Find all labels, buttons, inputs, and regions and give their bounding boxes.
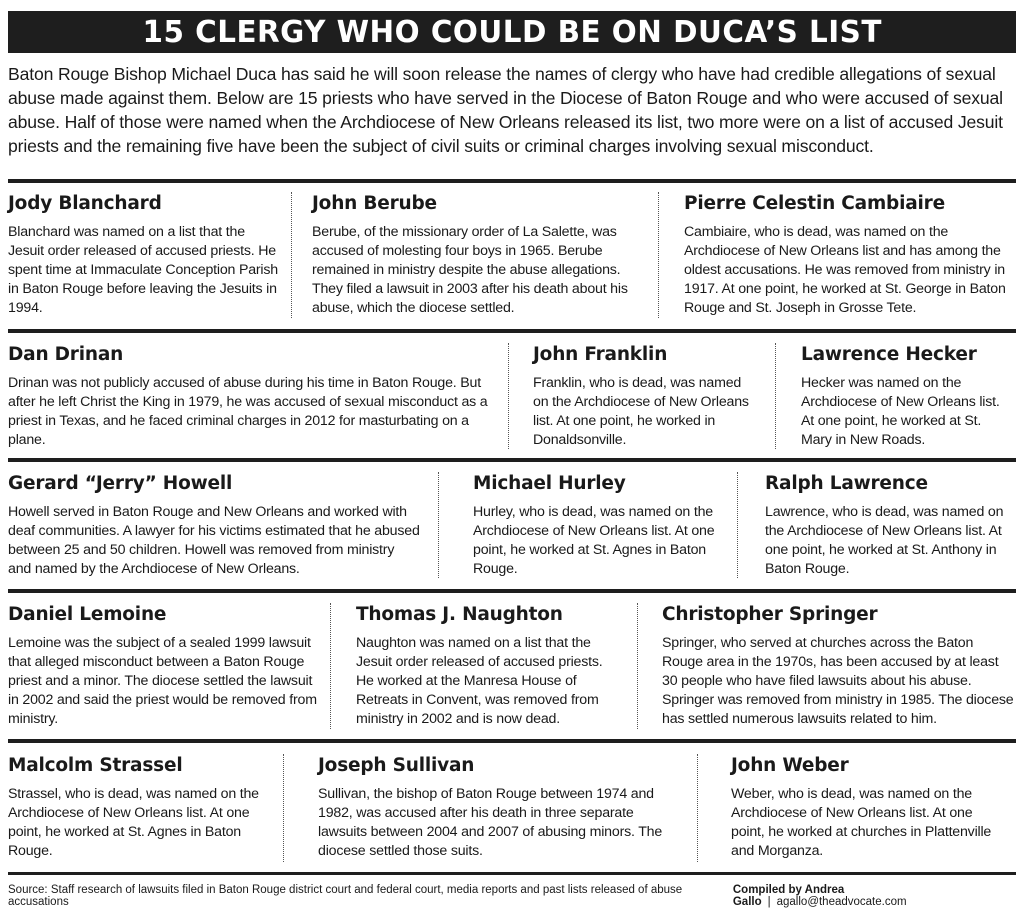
credit-line <box>733 884 1016 908</box>
column-divider <box>508 343 509 449</box>
clergy-name: Malcolm Strassel <box>8 755 183 776</box>
clergy-name: Pierre Celestin Cambiaire <box>684 193 945 214</box>
source-note: Source: Staff research of lawsuits filed in Baton Rouge district court and federal court, media reports and past lists released of abuse accusations <box>8 884 683 908</box>
clergy-entry <box>533 344 758 450</box>
clergy-description: Lemoine was the subject of a sealed 1999 lawsuit that alleged misconduct between a Baton Rouge priest and a minor. The diocese settled the lawsuit in 2002 and said the priest would be removed from ministry. <box>8 635 317 727</box>
section-rule <box>8 872 1016 875</box>
clergy-name: John Franklin <box>533 344 668 365</box>
clergy-description: Hecker was named on the Archdiocese of New Orleans list. At one point, he worked at St. Mary in New Roads. <box>801 375 1000 448</box>
clergy-description: Howell served in Baton Rouge and New Orleans and worked with deaf communities. A lawyer for his victims estimated that he abused between 25 and 50 children. Howell was removed from ministry and named by the Archdiocese of New Orleans. <box>8 504 420 577</box>
clergy-description: Naughton was named on a list that the Jesuit order released of accused priests. He worked at the Manresa House of Retreats in Convent, was removed from ministry in 2002 and is now dead. <box>356 635 603 727</box>
clergy-entry <box>473 473 717 579</box>
section-rule <box>8 589 1016 593</box>
column-divider <box>438 472 439 578</box>
clergy-description: Franklin, who is dead, was named on the Archdiocese of New Orleans list. At one point, he worked in Donaldsonville. <box>533 375 749 448</box>
clergy-entry <box>765 473 1015 579</box>
clergy-name: Ralph Lawrence <box>765 473 928 494</box>
credit-separator: | <box>767 896 771 908</box>
clergy-description: Sullivan, the bishop of Baton Rouge between 1974 and 1982, was accused after his death in three separate lawsuits between 2004 and 2007 of abusing minors. The diocese settled those suits. <box>318 786 663 859</box>
clergy-name: John Weber <box>731 755 849 776</box>
column-divider <box>291 192 292 318</box>
clergy-name: Thomas J. Naughton <box>356 604 563 625</box>
column-divider <box>737 472 738 578</box>
clergy-description: Springer, who served at churches across the Baton Rouge area in the 1970s, has been accused by at least 30 people who have filed lawsuits about his abuse. Springer was removed from ministry in 1985. The diocese has settled numerous lawsuits related to him. <box>662 635 1014 727</box>
title-banner <box>8 11 1016 53</box>
clergy-name: Jody Blanchard <box>8 193 162 214</box>
clergy-name: Michael Hurley <box>473 473 626 494</box>
clergy-entry <box>318 755 673 861</box>
clergy-entry <box>801 344 1011 450</box>
section-rule <box>8 739 1016 743</box>
footer <box>8 885 1016 907</box>
clergy-description: Hurley, who is dead, was named on the Archdiocese of New Orleans list. At one point, he worked at St. Agnes in Baton Rouge. <box>473 504 715 577</box>
clergy-name: Gerard “Jerry” Howell <box>8 473 233 494</box>
clergy-entry <box>662 604 1017 729</box>
column-divider <box>697 754 698 862</box>
clergy-entry <box>312 193 634 318</box>
clergy-description: Weber, who is dead, was named on the Archdiocese of New Orleans list. At one point, he worked at churches in Plattenville and Morganza. <box>731 786 992 859</box>
clergy-name: Lawrence Hecker <box>801 344 977 365</box>
clergy-entry <box>356 604 618 729</box>
section-rule <box>8 329 1016 333</box>
clergy-entry <box>8 344 488 450</box>
section-rule <box>8 179 1016 183</box>
clergy-description: Drinan was not publicly accused of abuse during his time in Baton Rouge. But after he left Christ the King in 1979, he was accused of sexual misconduct as a priest in Texas, and he faced criminal charges in 2012 for masturbating on a plane. <box>8 375 488 448</box>
clergy-entry <box>8 604 318 729</box>
column-divider <box>637 603 638 729</box>
page-title: 15 CLERGY WHO COULD BE ON DUCA’S LIST <box>142 14 882 50</box>
clergy-name: Christopher Springer <box>662 604 878 625</box>
clergy-entry <box>8 473 420 579</box>
clergy-entry <box>684 193 1016 318</box>
clergy-entry <box>8 193 280 318</box>
intro-paragraph: Baton Rouge Bishop Michael Duca has said he will soon release the names of clergy who have had credible allegations of sexual abuse made against them. Below are 15 priests who have served in the Diocese of Baton Rouge and who were accused of sexual abuse. Half of those were named when the Archdiocese of New Orleans released its list, two more were on a list of accused Jesuit priests and the remaining five have been the subject of civil suits or criminal charges involving sexual misconduct. <box>8 64 1003 156</box>
contact-email[interactable]: agallo@theadvocate.com <box>776 896 907 908</box>
clergy-entry <box>8 755 268 861</box>
column-divider <box>658 192 659 318</box>
clergy-description: Blanchard was named on a list that the Jesuit order released of accused priests. He spent time at Immaculate Conception Parish in Baton Rouge before leaving the Jesuits in 1994. <box>8 224 278 316</box>
clergy-name: Daniel Lemoine <box>8 604 167 625</box>
clergy-description: Lawrence, who is dead, was named on the Archdiocese of New Orleans list. At one point, he worked at St. Anthony in Baton Rouge. <box>765 504 1004 577</box>
clergy-name: John Berube <box>312 193 437 214</box>
clergy-entry <box>731 755 1001 861</box>
clergy-description: Berube, of the missionary order of La Salette, was accused of molesting four boys in 1965. Berube remained in ministry despite the abuse allegations. They filed a lawsuit in 2003 after his death about his abuse, which the diocese settled. <box>312 224 628 316</box>
clergy-name: Joseph Sullivan <box>318 755 475 776</box>
column-divider <box>775 343 776 449</box>
section-rule <box>8 458 1016 462</box>
column-divider <box>330 603 331 729</box>
column-divider <box>283 754 284 862</box>
clergy-name: Dan Drinan <box>8 344 124 365</box>
compiled-by: Compiled by Andrea Gallo <box>732 884 845 908</box>
clergy-description: Strassel, who is dead, was named on the Archdiocese of New Orleans list. At one point, he worked at St. Agnes in Baton Rouge. <box>8 786 259 859</box>
clergy-description: Cambiaire, who is dead, was named on the Archdiocese of New Orleans list and has among the oldest accusations. He was removed from ministry in 1917. At one point, he worked at St. George in Baton Rouge and St. Joseph in Grosse Tete. <box>684 224 1006 316</box>
